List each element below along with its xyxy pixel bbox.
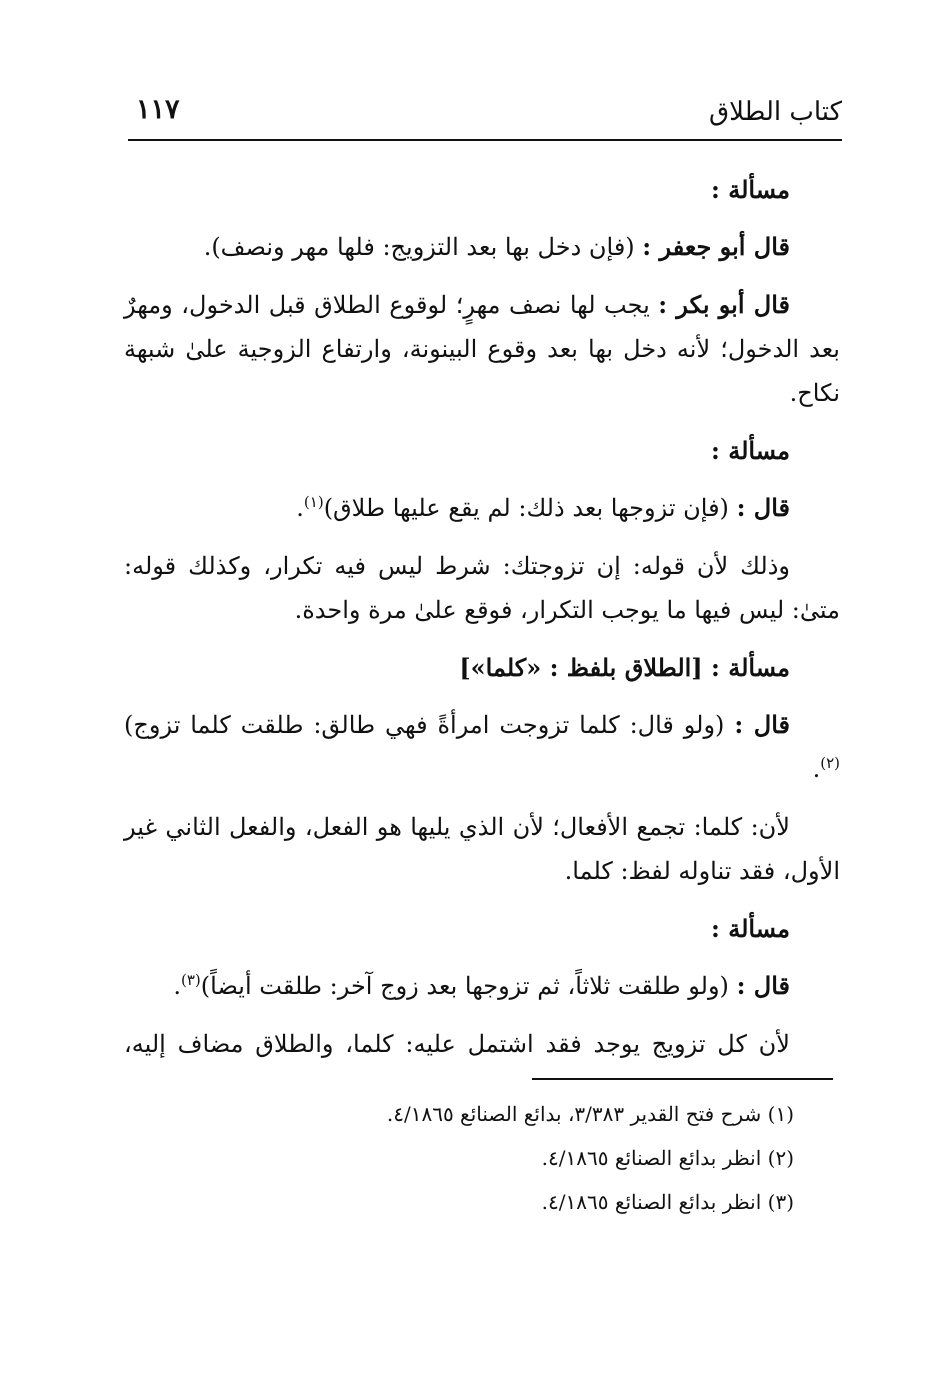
paragraph [124, 805, 840, 893]
issue-heading: مسألة : [711, 914, 790, 943]
paragraph-text: (فإن تزوجها بعد ذلك: لم يقع عليها طلاق) [323, 494, 737, 522]
issue-heading: مسألة : [711, 436, 790, 465]
speaker-label: قال : [734, 710, 791, 739]
paragraph-text: (ولو طلقت ثلاثاً، ثم تزوجها بعد زوج آخر: طلقت أيضاً) [200, 972, 737, 1000]
paragraph-text: لأن: كلما: تجمع الأفعال؛ لأن الذي يليها هو الفعل، والفعل الثاني غير الأول، فقد تناوله لفظ: كلما. [124, 813, 840, 885]
running-header [128, 92, 842, 138]
footnote-2: (٢) انظر بدائع الصنائع ٤/١٨٦٥. [541, 1146, 794, 1170]
speaker-label: قال أبو بكر : [658, 290, 790, 319]
footnote-rule [532, 1078, 833, 1080]
paragraph [124, 283, 840, 415]
paragraph-text: (ولو قال: كلما تزوجت امرأةً فهي طالق: طلقت كلما تزوج) [124, 711, 735, 739]
paragraph-text: لأن كل تزويج يوجد فقد اشتمل عليه: كلما، والطلاق مضاف إليه، [124, 1030, 790, 1058]
issue-heading: مسألة : [الطلاق بلفظ : «كلما»] [459, 653, 790, 682]
main-text [124, 168, 840, 1066]
paragraph [124, 486, 840, 530]
paragraph [124, 703, 840, 791]
footnotes [124, 1092, 794, 1224]
paragraph [124, 964, 840, 1008]
paragraph-text: يجب لها نصف مهرٍ؛ لوقوع الطلاق قبل الدخول، ومهرٌ بعد الدخول؛ لأنه دخل بها بعد وقوع البينونة، وارتفاع الزوجية علىٰ شبهة نكاح. [124, 291, 840, 407]
paragraph [124, 225, 840, 269]
paragraph-text: وذلك لأن قوله: إن تزوجتك: شرط ليس فيه تكرار، وكذلك قوله: متىٰ: ليس فيها ما يوجب التكرار، فوقع علىٰ مرة واحدة. [124, 552, 840, 624]
paragraph-tail: . [812, 755, 821, 783]
footnote-ref[interactable]: (٣) [181, 971, 201, 989]
paragraph [124, 544, 840, 632]
paragraph [124, 1022, 840, 1066]
footnote-ref[interactable]: (٢) [820, 754, 840, 772]
issue-heading: مسألة : [711, 175, 790, 204]
paragraph-text: (فإن دخل بها بعد التزويج: فلها مهر ونصف). [203, 233, 643, 261]
footnote-3: (٣) انظر بدائع الصنائع ٤/١٨٦٥. [541, 1190, 794, 1214]
footnote-1: (١) شرح فتح القدير ٣/٣٨٣، بدائع الصنائع ٤/١٨٦٥. [386, 1102, 794, 1126]
speaker-label: قال : [736, 493, 790, 522]
speaker-label: قال أبو جعفر : [642, 232, 790, 261]
header-rule [128, 139, 842, 141]
footnote-ref[interactable]: (١) [303, 493, 324, 511]
book-title: كتاب الطلاق [708, 97, 842, 127]
speaker-label: قال : [736, 971, 790, 1000]
paragraph-tail: . [173, 972, 181, 1000]
page-number: ١١٧ [136, 94, 180, 125]
paragraph-tail: . [296, 494, 304, 522]
